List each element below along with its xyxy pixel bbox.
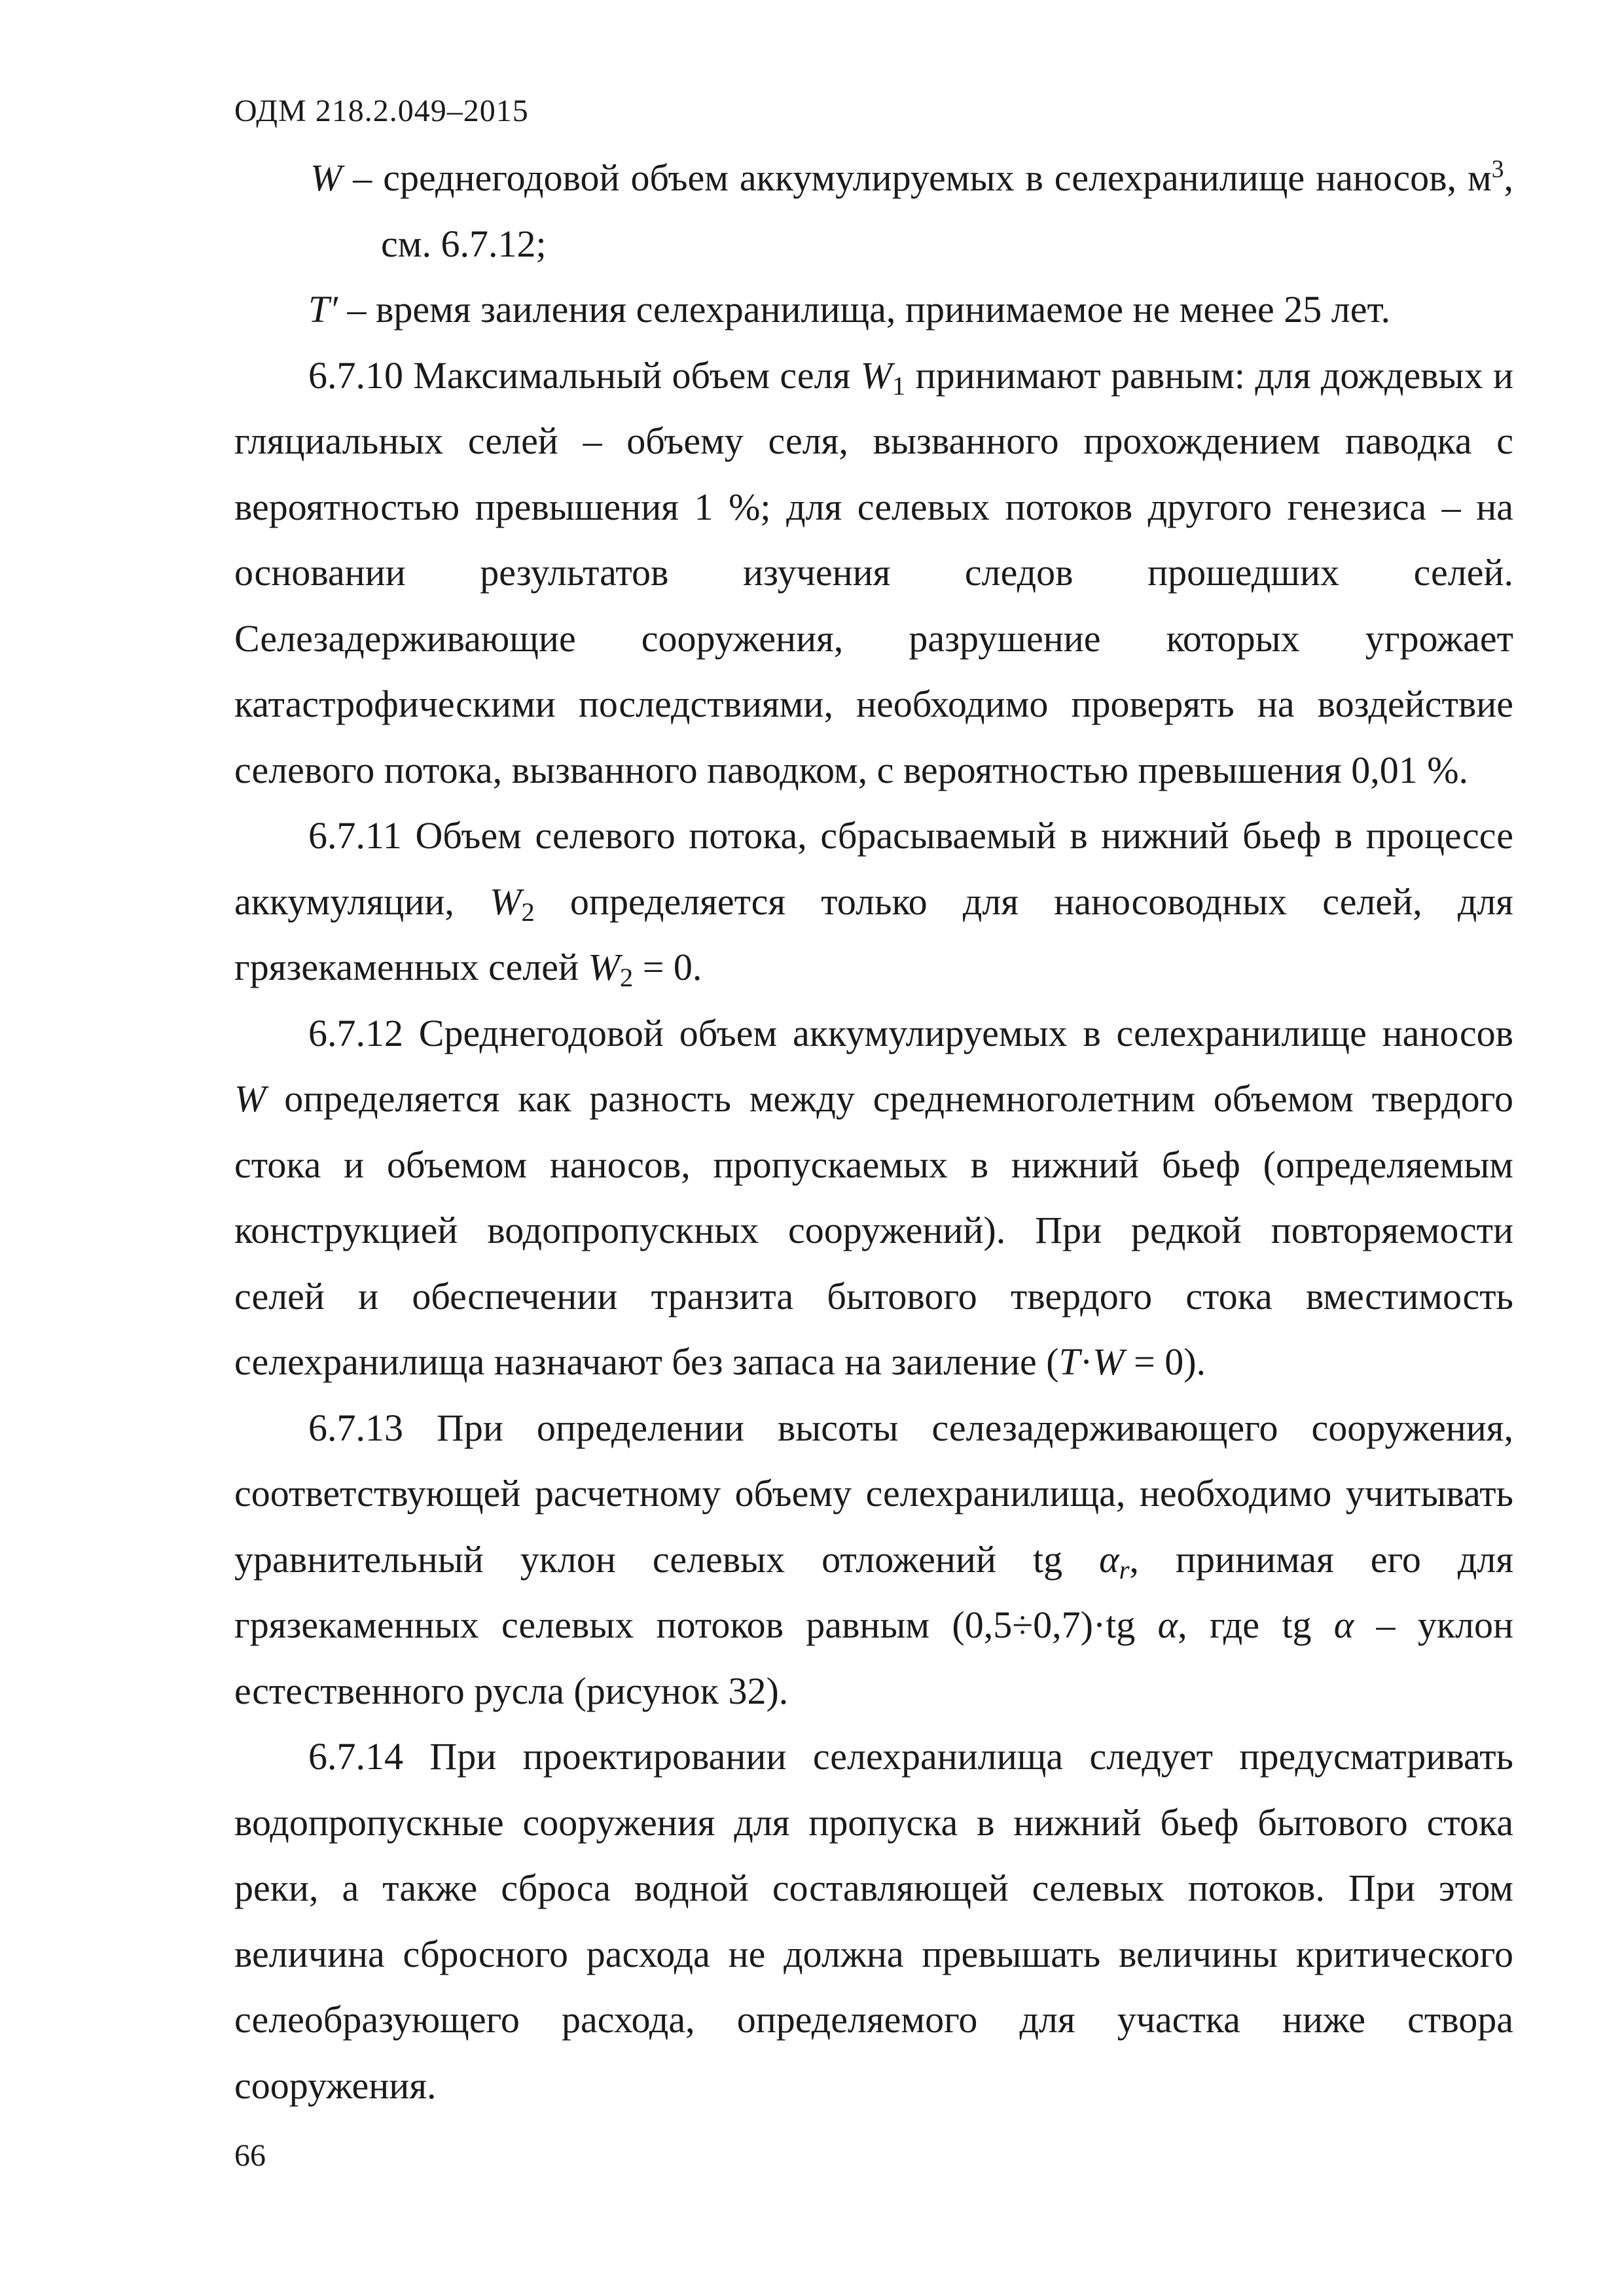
text-run: принимают равным: для дождевых и гляциальных селей – объему селя, вызванного прохождением паводка с вероятностью превышения 1 %; для селевых потоков другого генезиса – на основании результатов изучения следов прошедших селей. Селезадерживающие сооружения, разрушение которых угрожает катастрофическими последствиями, необходимо проверять на воздействие селевого потока, вызванного паводком, с вероятностью превышения 0,01 %. [234, 353, 1513, 791]
definition-dash: – [337, 288, 376, 331]
page-body [234, 145, 1513, 2119]
paragraph-6-7-12 [234, 1001, 1513, 1395]
definition-t [234, 277, 1513, 343]
text-run: 6.7.10 Максимальный объем селя [308, 353, 861, 397]
subscript-r: r [1119, 1554, 1130, 1585]
multiplication-dot: · [1079, 1340, 1093, 1383]
symbol-w: W [1092, 1340, 1125, 1383]
paragraph-6-7-14: 6.7.14 При проектировании селехранилища следует предусматривать водопропускные сооружения для пропуска в нижний бьеф бытового стока реки, а также сброса водной составляющей селевых потоков. При этом величина сбросного расхода не должна превышать величины критического селеобразующего расхода, определяемого для участка ниже створа сооружения. [234, 1735, 1513, 2107]
text-run: – уклон естественного русла (рисунок 32). [234, 1604, 1513, 1712]
definition-text-tail: , см. 6.7.12; [381, 156, 1513, 265]
symbol-t-prime: T′ [308, 288, 338, 331]
definition-w [234, 145, 1513, 277]
symbol-w: W [490, 880, 522, 923]
definition-dash: – [342, 156, 384, 199]
definition-text: время заиления селехранилища, принимаемое не менее 25 лет. [375, 288, 1390, 331]
superscript: 3 [1491, 155, 1504, 183]
text-run: определяется как разность между среднемноголетним объемом твердого стока и объемом наносов, пропускаемых в нижний бьеф (определяемым конструкцией водопропускных сооружений). При редкой повторяемости селей и обеспечении транзита бытового твердого стока вместимость селехранилища назначают без запаса на заиление ( [234, 1077, 1513, 1383]
text-run: 6.7.13 При определении высоты селезадерживающего сооружения, соответствующей расчетному объему селехранилища, необходимо учитывать уравнительный уклон селевых отложений tg [234, 1406, 1513, 1581]
text-run: определяется только для наносоводных селей, для грязекаменных селей [234, 880, 1513, 988]
symbol-w: W [234, 1077, 266, 1120]
symbol-alpha: α [1333, 1604, 1354, 1646]
subscript [1119, 1555, 1130, 1585]
document-code-header: ОДМ 218.2.049–2015 [234, 94, 529, 128]
symbol-alpha: α [1099, 1537, 1119, 1581]
text-run: = 0. [633, 946, 702, 988]
paragraph-6-7-10 [234, 343, 1513, 804]
page-number: 66 [234, 2138, 266, 2173]
text-run: 6.7.11 Объем селевого потока, сбрасываемый в нижний бьеф в процессе аккумуляции, [234, 814, 1513, 923]
text-run: , принимая его для грязекаменных селевых потоков равным (0,5÷0,7)·tg [234, 1537, 1513, 1646]
subscript: 2 [521, 897, 535, 927]
symbol-t: T [1058, 1340, 1080, 1383]
text-run: , где tg [1178, 1604, 1334, 1646]
text-run: = 0). [1124, 1340, 1206, 1383]
paragraph-6-7-13 [234, 1395, 1513, 1725]
symbol-alpha: α [1157, 1604, 1178, 1646]
symbol-w: W [860, 353, 892, 397]
paragraph-6-7-11 [234, 803, 1513, 1001]
definition-text: среднегодовой объем аккумулируемых в селехранилище наносов, м [383, 156, 1492, 199]
subscript: 2 [619, 963, 634, 993]
symbol-w: W [310, 156, 342, 199]
subscript: 1 [892, 370, 906, 401]
text-run: 6.7.12 Среднегодовой объем аккумулируемых в селехранилище наносов [308, 1011, 1513, 1054]
symbol-w: W [588, 946, 620, 988]
